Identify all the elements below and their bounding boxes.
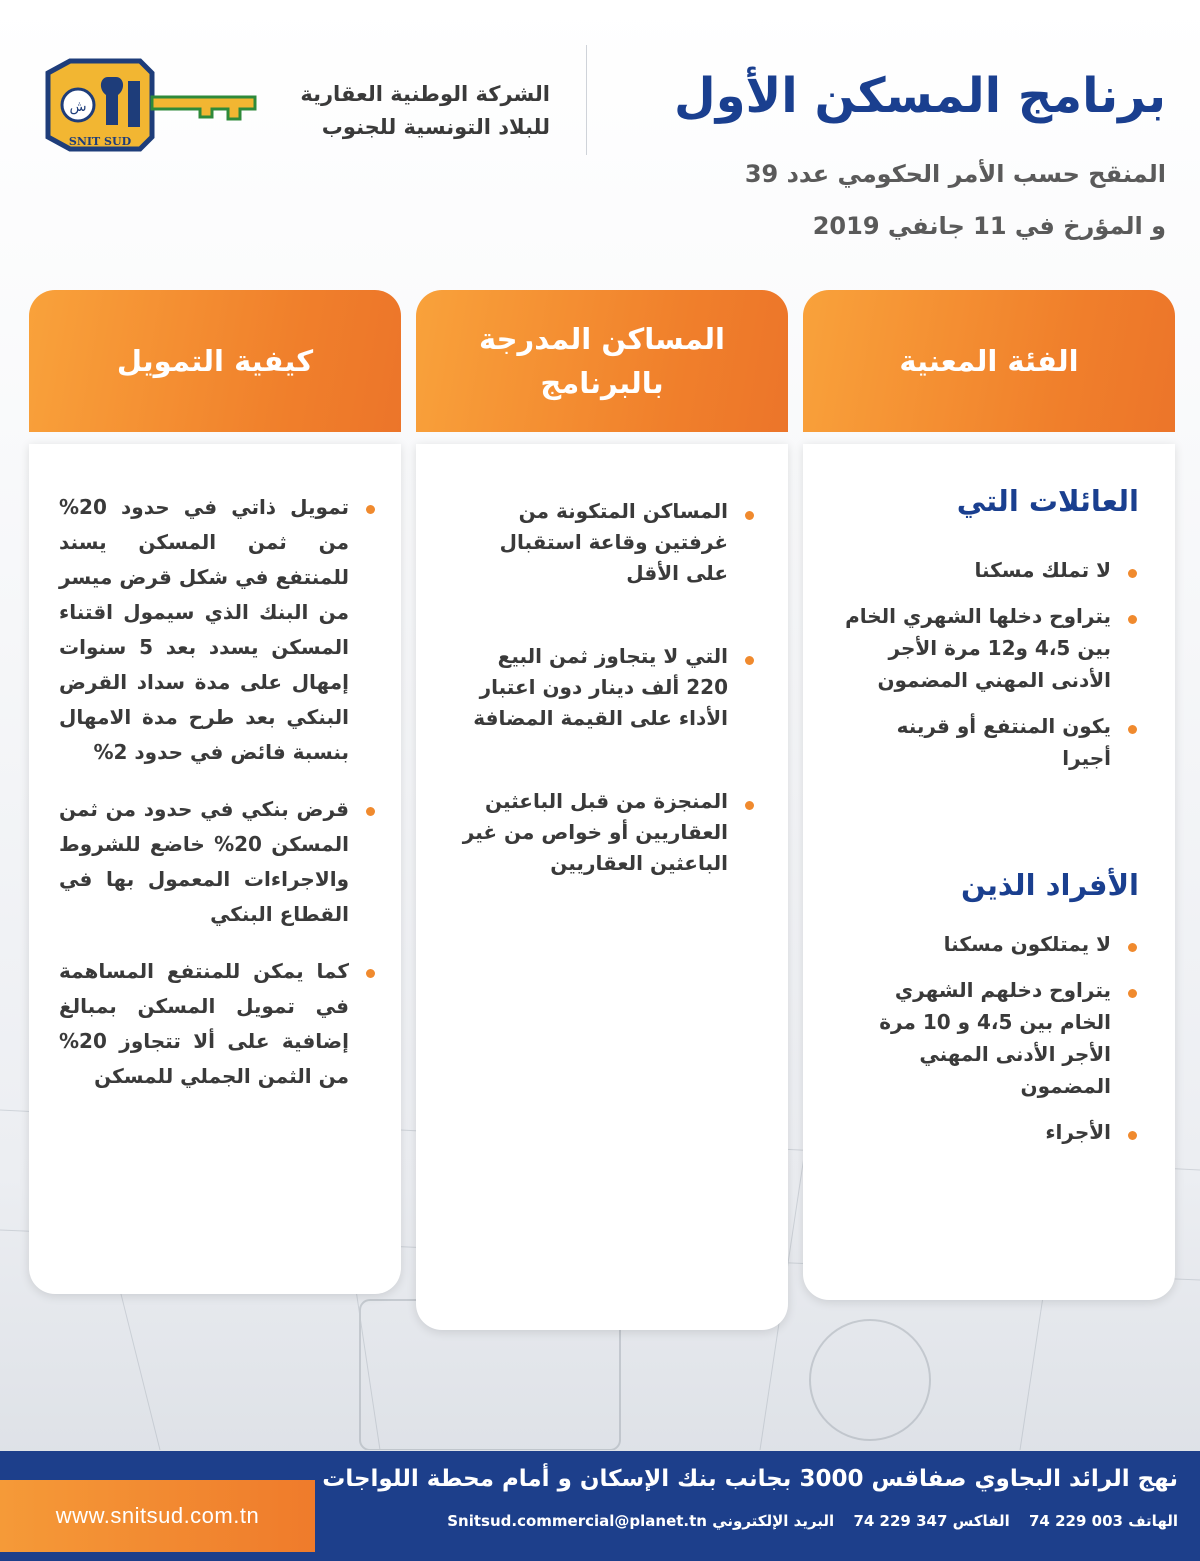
company-name-line-2: للبلاد التونسية للجنوب <box>321 115 550 139</box>
list-item: الأجراء <box>843 1116 1111 1148</box>
financing-list <box>59 490 349 1116</box>
company-name <box>280 78 550 144</box>
svg-text:ش: ش <box>69 99 87 115</box>
footer-contact <box>433 1512 1178 1530</box>
group-title-individuals: الأفراد الذين <box>960 868 1139 902</box>
footer-email[interactable]: البريد الإلكتروني Snitsud.commercial@planet.tn <box>447 1512 835 1530</box>
list-item: لا تملك مسكنا <box>843 554 1111 586</box>
list-item: قرض بنكي في حدود من ثمن المسكن 20% خاضع للشروط والاجراءات المعمول بها في القطاع البنكي <box>59 792 349 932</box>
column-body-target-category <box>803 444 1175 1300</box>
group-title-families: العائلات التي <box>956 484 1139 518</box>
list-item: لا يمتلكون مسكنا <box>843 928 1111 960</box>
website-link[interactable]: www.snitsud.com.tn <box>0 1480 315 1552</box>
page-title: برنامج المسكن الأول <box>674 68 1166 124</box>
column-header-financing <box>29 290 401 432</box>
column-body-financing <box>29 444 401 1294</box>
list-item: كما يمكن للمنتفع المساهمة في تمويل المسكن بمبالغ إضافية على ألا تتجاوز 20% من الثمن الجملي للمسكن <box>59 954 349 1094</box>
list-item: المنجزة من قبل الباعثين العقاريين أو خواص من غير الباعثين العقاريين <box>456 786 728 879</box>
company-name-line-1: الشركة الوطنية العقارية <box>300 82 550 106</box>
column-body-eligible-housing <box>416 444 788 1330</box>
column-heading: المساكن المدرجة بالبرنامج <box>479 322 725 400</box>
list-item: المساكن المتكونة من غرفتين وقاعة استقبال على الأقل <box>456 496 728 589</box>
page-subtitle <box>745 148 1166 252</box>
subtitle-line-2: و المؤرخ في 11 جانفي 2019 <box>812 212 1166 240</box>
families-criteria-list <box>843 554 1111 788</box>
column-header-eligible-housing <box>416 290 788 432</box>
footer-fax: الفاكس 347 229 74 <box>853 1512 1010 1530</box>
housing-criteria-list <box>456 496 728 931</box>
list-item: يكون المنتفع أو قرينه أجيرا <box>843 710 1111 774</box>
logo-text: SNIT SUD <box>68 135 132 148</box>
column-header-target-category <box>803 290 1175 432</box>
footer-address: نهج الرائد البجاوي صفاقس 3000 بجانب بنك الإسكان و أمام محطة اللواجات <box>322 1466 1178 1492</box>
header-divider <box>586 45 587 155</box>
list-item: تمويل ذاتي في حدود 20% من ثمن المسكن يسند للمنتفع في شكل قرض ميسر من البنك الذي سيمول اقتناء المسكن يسدد بعد 5 سنوات إمهال على مدة سداد القرض البنكي بعد طرح مدة الامهال بنسبة فائض في حدود 2% <box>59 490 349 770</box>
snit-sud-logo <box>40 55 265 155</box>
footer-phone: الهاتف 003 229 74 <box>1029 1512 1178 1530</box>
list-item: يتراوح دخلهم الشهري الخام بين 4،5 و 10 مرة الأجر الأدنى المهني المضمون <box>843 974 1111 1102</box>
individuals-criteria-list <box>843 928 1111 1162</box>
subtitle-line-1: المنقح حسب الأمر الحكومي عدد 39 <box>744 160 1166 188</box>
column-heading: الفئة المعنية <box>899 344 1079 378</box>
column-heading: كيفية التمويل <box>116 344 314 378</box>
list-item: التي لا يتجاوز ثمن البيع 220 ألف دينار دون اعتبار الأداء على القيمة المضافة <box>456 641 728 734</box>
list-item: يتراوح دخلها الشهري الخام بين 4،5 و12 مرة الأجر الأدنى المهني المضمون <box>843 600 1111 696</box>
